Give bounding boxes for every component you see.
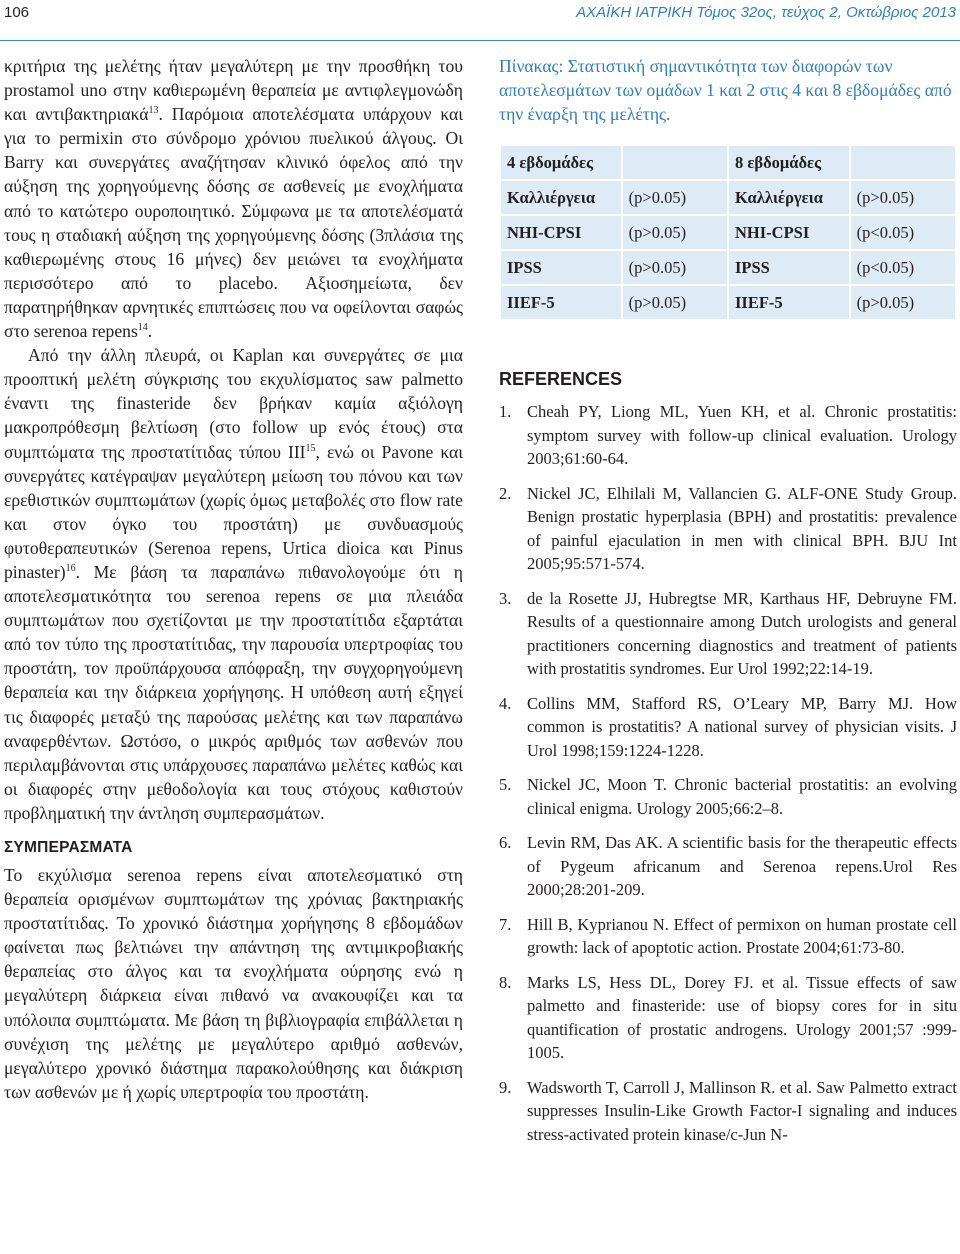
citation: 14 [137, 322, 148, 334]
table-cell: (p>0.05) [622, 250, 728, 285]
table-row [500, 215, 956, 250]
table-cell: (p>0.05) [622, 180, 728, 215]
citation: 15 [305, 442, 316, 454]
references-section [499, 369, 957, 1146]
right-column [499, 54, 957, 1157]
reference-item: 7. Hill B, Kyprianou N. Effect of permixon on human prostate cell growth: lack of apoptotic action. Prostate 2004;61:73-80. [499, 914, 957, 957]
table-cell: IIEF-5 [500, 285, 622, 320]
table-header-cell [850, 145, 956, 180]
significance-table [499, 144, 957, 321]
table-cell: (p>0.05) [622, 215, 728, 250]
reference-item: 4. Collins MM, Stafford RS, O’Leary MP, Barry MJ. How common is prostatitis? A national survey of physician visits. J Urol 1998;159:1224-1228. [499, 693, 957, 760]
table-header-cell: 8 εβδομάδες [728, 145, 850, 180]
page-header [0, 0, 960, 41]
journal-title: ΑΧΑΪΚΗ ΙΑΤΡΙΚΗ Τόμος 32ος, τεύχος 2, Οκτώβριος 2013 [576, 4, 956, 21]
paragraph-3: Το εκχύλισμα serenoa repens είναι αποτελεσματικό στη θεραπεία ορισμένων συμπτωμάτων της χρόνιας βακτηριακής προστατίτιδας. Το χρονικό διάστημα χορήγησης 8 εβδομάδων φαίνεται πως βελτιώνει την απάντηση της αντιμικροβιακής θεραπείας στο άλγος και τα ενοχλήματα ούρησης ενώ η μεγαλύτερη διάρκεια είναι πιθανό να ανακουφίζει και τα υπόλοιπα συμπτώματα. Με βάση τη βιβλιογραφία επιβάλλεται η συνέχιση της μελέτης με μεγαλύτερο αριθμό ασθενών, μεγαλύτερο χρονικό διάστημα παρακολούθησης και διάκριση των ασθενών με ή χωρίς υπερτροφία του προστάτη. [4, 865, 463, 1102]
reference-item: 2. Nickel JC, Elhilali M, Vallancien G. ALF-ONE Study Group. Benign prostatic hyperplasia (BPH) and prostatitis: prevalence of painful ejaculation in men with clinical BPH. BJU Int 2005;95:571-574. [499, 483, 957, 573]
table-cell: Καλλιέργεια [500, 180, 622, 215]
paragraph-2: Από την άλλη πλευρά, οι Kaplan και συνεργάτες σε μια προοπτική μελέτη σύγκρισης του εκχυλίσματος saw palmetto έναντι της finasteride δεν βρήκαν καμία αξιόλογη μακροπρόθεσμη βελτίωση (στο follow up ενός έτους) στα συμπτώματα της προστατίτιδας τύπου ΙΙΙ$^{15}$, ενώ οι Pavone και συνεργάτες κατέγραψαν μεγαλύτερη μείωση του πόνου και των ερεθιστικών συμπτωμάτων (χωρίς όμως μεταβολές στο flow rate και στον όγκο του προστάτη) με συνδυασμούς φυτοθεραπευτικών (Serenoa repens, Urtica dioica και Pinus pinaster)$^{16}$. Με βάση τα παραπάνω πιθανολογούμε ότι η αποτελεσματικότητα του serenoa repens σε μια πλειάδα συμπτωμάτων που σχετίζονται με την προστατίτιδα εξαρτάται από τον τύπο της προστατίτιδας, την παρουσία υπερτροφίας του προστάτη, τον προϋπάρχουσα απόφραξη, την συγχορηγούμενη θεραπεία και την διάρκεια χορήγησης. Η υπόθεση αυτή εξηγεί τις διαφορές μεταξύ της παρούσας μελέτης και των παραπάνω αναφερθέντων. Ωστόσο, ο μικρός αριθμός των ασθενών που περιλαμβάνονται στις υπάρχουσες παραπάνω μελέτες καθώς και οι διαφορές στην μεθοδολογία και τους στόχους καθιστούν προβληματική την άντληση συμπερασμάτων. [4, 345, 463, 823]
reference-item: 5. Nickel JC, Moon T. Chronic bacterial prostatitis: an evolving clinical enigma. Urology 2005;66:2–8. [499, 775, 957, 818]
page-number: 106 [4, 4, 30, 21]
reference-item: 6. Levin RM, Das AK. A scientific basis for the therapeutic effects of Pygeum africanum and Serenoa repens.Urol Res 2000;28:201-209. [499, 833, 957, 899]
table-cell: (p>0.05) [850, 285, 956, 320]
reference-item: 8. Marks LS, Hess DL, Dorey FJ. et al. Tissue effects of saw palmetto and finasteride: use of biopsy cores for in situ quantification of prostatic androgens. Urology 2001;57 :999-1005. [499, 972, 957, 1062]
table-header-row [500, 145, 956, 180]
citation: 13 [148, 105, 159, 117]
table-cell: NHI-CPSI [500, 215, 622, 250]
paragraph-1: κριτήρια της μελέτης ήταν μεγαλύτερη με την προσθήκη του prostamol uno στην καθιερωμένη θεραπεία με αντιφλεγμονώδη και αντιβακτηριακά$^{13}$. Παρόμοια αποτελέσματα υπάρχουν και για το permixin στο σύνδρομο χρόνιου πυελικού άλγους. Οι Barry και συνεργάτες αναζήτησαν κλινικό όφελος από την αύξηση της χορηγούμενης δόσης σε ασθενείς με ενοχλήματα από το κατώτερο ουροποιητικό. Σύμφωνα με τα αποτελέσματά τους η σταδιακή αύξηση της χορηγούμενης δόσης (3πλάσια της καθιερωμένης στους 16 μήνες) δεν μειώνει τα ενοχλήματα περισσότερο από το placebo. Αξιοσημείωτα, δεν παρατηρήθηκαν αρνητικές επιπτώσεις που να οφείλονται σαφώς στο serenoa repens$^{14}$. [4, 56, 463, 342]
table-cell: IPSS [728, 250, 850, 285]
reference-item: 1. Cheah PY, Liong ML, Yuen KH, et al. Chronic prostatitis: symptom survey with follow-up clinical evaluation. Urology 2003;61:60-64. [499, 402, 957, 468]
references-heading: REFERENCES [499, 369, 623, 389]
table-header-cell: 4 εβδομάδες [500, 145, 622, 180]
table-cell: (p>0.05) [850, 180, 956, 215]
conclusions-heading: ΣΥΜΠΕΡΑΣΜΑΤΑ [4, 839, 133, 856]
reference-item: 3. de la Rosette JJ, Hubregtse MR, Karthaus HF, Debruyne FM. Results of a questionnaire among Dutch urologists and general practitioners concerning diagnostics and treatment of patients with prostatitis syndromes. Eur Urol 1992;22:14-19. [499, 588, 957, 678]
table-cell: IIEF-5 [728, 285, 850, 320]
table-row [500, 250, 956, 285]
table-row [500, 285, 956, 320]
table-row [500, 180, 956, 215]
table-cell: NHI-CPSI [728, 215, 850, 250]
table-cell: Καλλιέργεια [728, 180, 850, 215]
reference-item: 9. Wadsworth T, Carroll J, Mallinson R. et al. Saw Palmetto extract suppresses Insulin-Like Growth Factor-I signaling and induces stress-activated protein kinase/c-Jun N- [499, 1077, 957, 1144]
table-cell: (p<0.05) [850, 250, 956, 285]
table-cell: IPSS [500, 250, 622, 285]
table-cell: (p>0.05) [622, 285, 728, 320]
table-cell: (p<0.05) [850, 215, 956, 250]
table-caption: Πίνακας: Στατιστική σημαντικότητα των διαφορών των αποτελεσμάτων των ομάδων 1 και 2 στις 4 και 8 εβδομάδες από την έναρξη της μελέτης. [499, 56, 952, 124]
table-header-cell [622, 145, 728, 180]
citation: 16 [65, 563, 76, 575]
left-column [4, 54, 463, 1104]
